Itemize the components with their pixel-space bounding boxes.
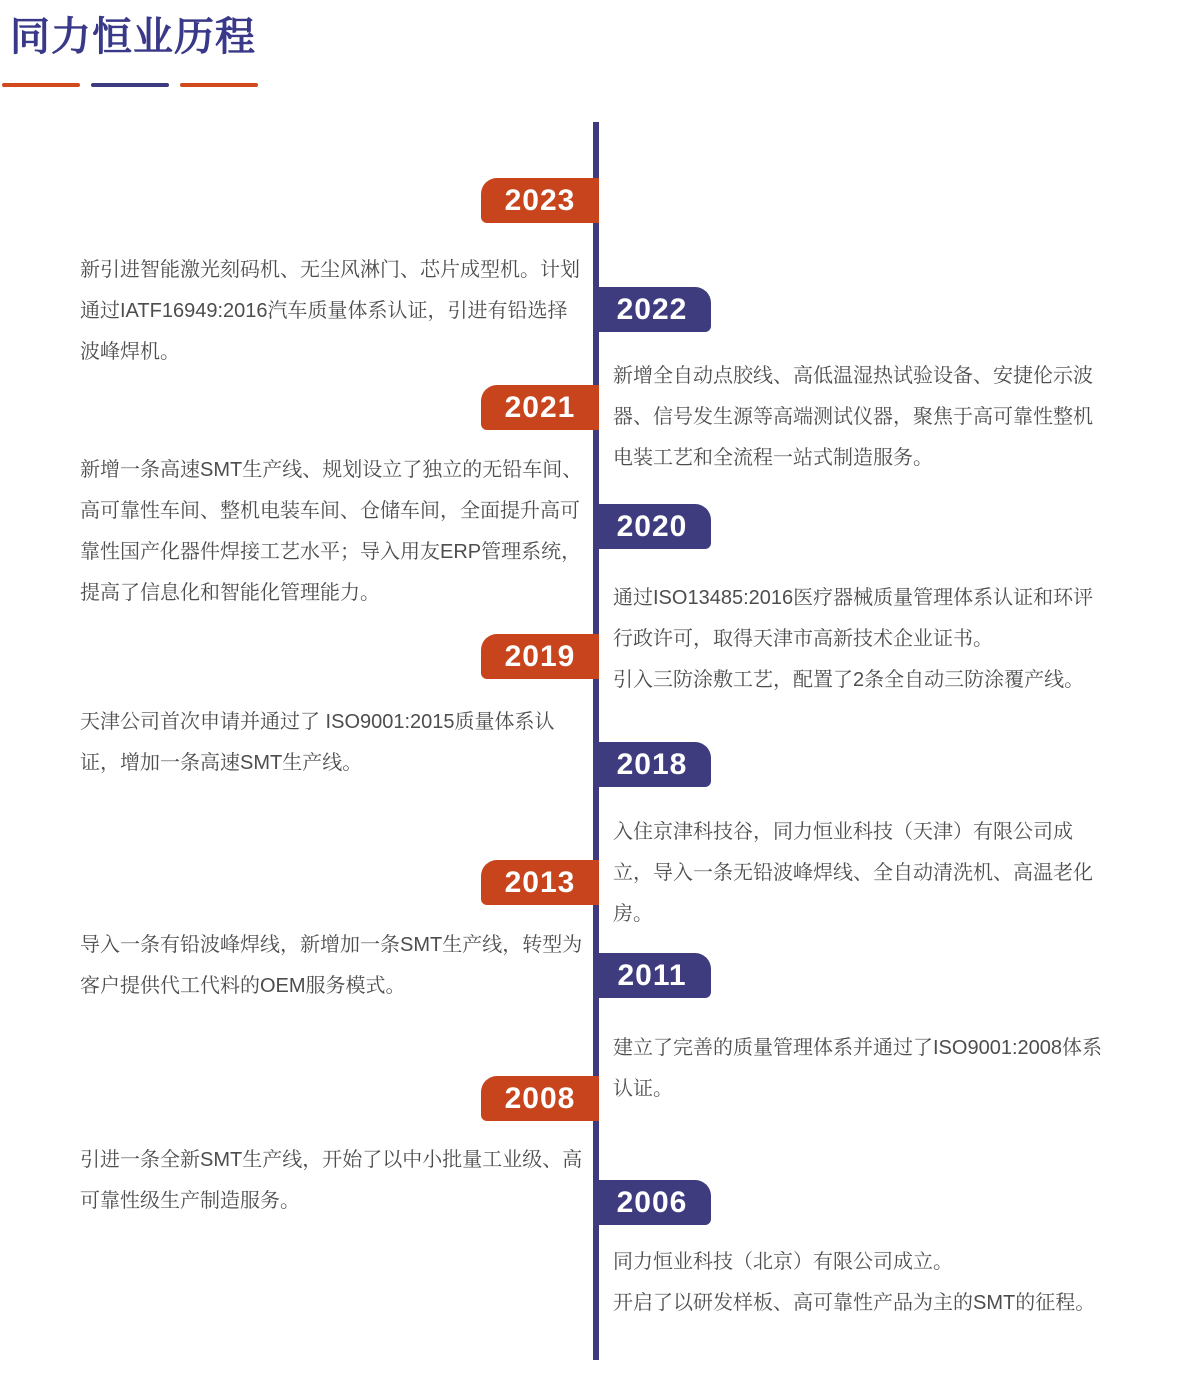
underline-segment-purple bbox=[91, 83, 169, 87]
underline-segment-orange-2 bbox=[180, 83, 258, 87]
title-underline bbox=[2, 83, 258, 87]
event-description-2021 bbox=[80, 450, 585, 614]
year-badge-2013: 2013 bbox=[481, 860, 599, 905]
year-badge-2018: 2018 bbox=[593, 742, 711, 787]
event-paragraph: 新增全自动点胶线、高低温湿热试验设备、安捷伦示波器、信号发生源等高端测试仪器，聚焦于高可靠性整机电装工艺和全流程一站式制造服务。 bbox=[613, 365, 1093, 469]
event-description-2019 bbox=[80, 702, 585, 784]
event-paragraph: 新引进智能激光刻码机、无尘风淋门、芯片成型机。计划通过IATF16949:2016汽车质量体系认证，引进有铅选择波峰焊机。 bbox=[80, 259, 580, 363]
event-paragraph: 建立了完善的质量管理体系并通过了ISO9001:2008体系认证。 bbox=[613, 1037, 1102, 1100]
page-title: 同力恒业历程 bbox=[10, 15, 256, 59]
year-badge-2019: 2019 bbox=[481, 634, 599, 679]
event-paragraph: 引进一条全新SMT生产线，开始了以中小批量工业级、高可靠性级生产制造服务。 bbox=[80, 1149, 583, 1212]
event-paragraph: 开启了以研发样板、高可靠性产品为主的SMT的征程。 bbox=[613, 1292, 1096, 1314]
event-description-2013 bbox=[80, 925, 585, 1007]
event-paragraph: 同力恒业科技（北京）有限公司成立。 bbox=[613, 1251, 953, 1273]
year-badge-2022: 2022 bbox=[593, 287, 711, 332]
event-paragraph: 天津公司首次申请并通过了 ISO9001:2015质量体系认证，增加一条高速SMT生产线。 bbox=[80, 711, 555, 774]
event-description-2023 bbox=[80, 250, 585, 373]
event-description-2018 bbox=[613, 812, 1105, 935]
event-paragraph: 引入三防涂敷工艺，配置了2条全自动三防涂覆产线。 bbox=[613, 669, 1085, 691]
event-paragraph: 新增一条高速SMT生产线、规划设立了独立的无铅车间、高可靠性车间、整机电装车间、仓储车间，全面提升高可靠性国产化器件焊接工艺水平；导入用友ERP管理系统，提高了信息化和智能化管理能力。 bbox=[80, 459, 583, 604]
event-description-2006 bbox=[613, 1242, 1105, 1324]
year-badge-2023: 2023 bbox=[481, 178, 599, 223]
year-badge-2006: 2006 bbox=[593, 1180, 711, 1225]
event-paragraph: 导入一条有铅波峰焊线，新增加一条SMT生产线，转型为客户提供代工代料的OEM服务模式。 bbox=[80, 934, 583, 997]
event-paragraph: 入住京津科技谷，同力恒业科技（天津）有限公司成立，导入一条无铅波峰焊线、全自动清洗机、高温老化房。 bbox=[613, 821, 1093, 925]
year-badge-2008: 2008 bbox=[481, 1076, 599, 1121]
event-description-2011 bbox=[613, 1028, 1105, 1110]
event-paragraph: 通过ISO13485:2016医疗器械质量管理体系认证和环评行政许可，取得天津市高新技术企业证书。 bbox=[613, 587, 1094, 650]
event-description-2008 bbox=[80, 1140, 585, 1222]
event-description-2020 bbox=[613, 578, 1105, 701]
year-badge-2021: 2021 bbox=[481, 385, 599, 430]
year-badge-2011: 2011 bbox=[593, 953, 711, 998]
event-description-2022 bbox=[613, 356, 1105, 479]
underline-segment-orange-1 bbox=[2, 83, 80, 87]
year-badge-2020: 2020 bbox=[593, 504, 711, 549]
